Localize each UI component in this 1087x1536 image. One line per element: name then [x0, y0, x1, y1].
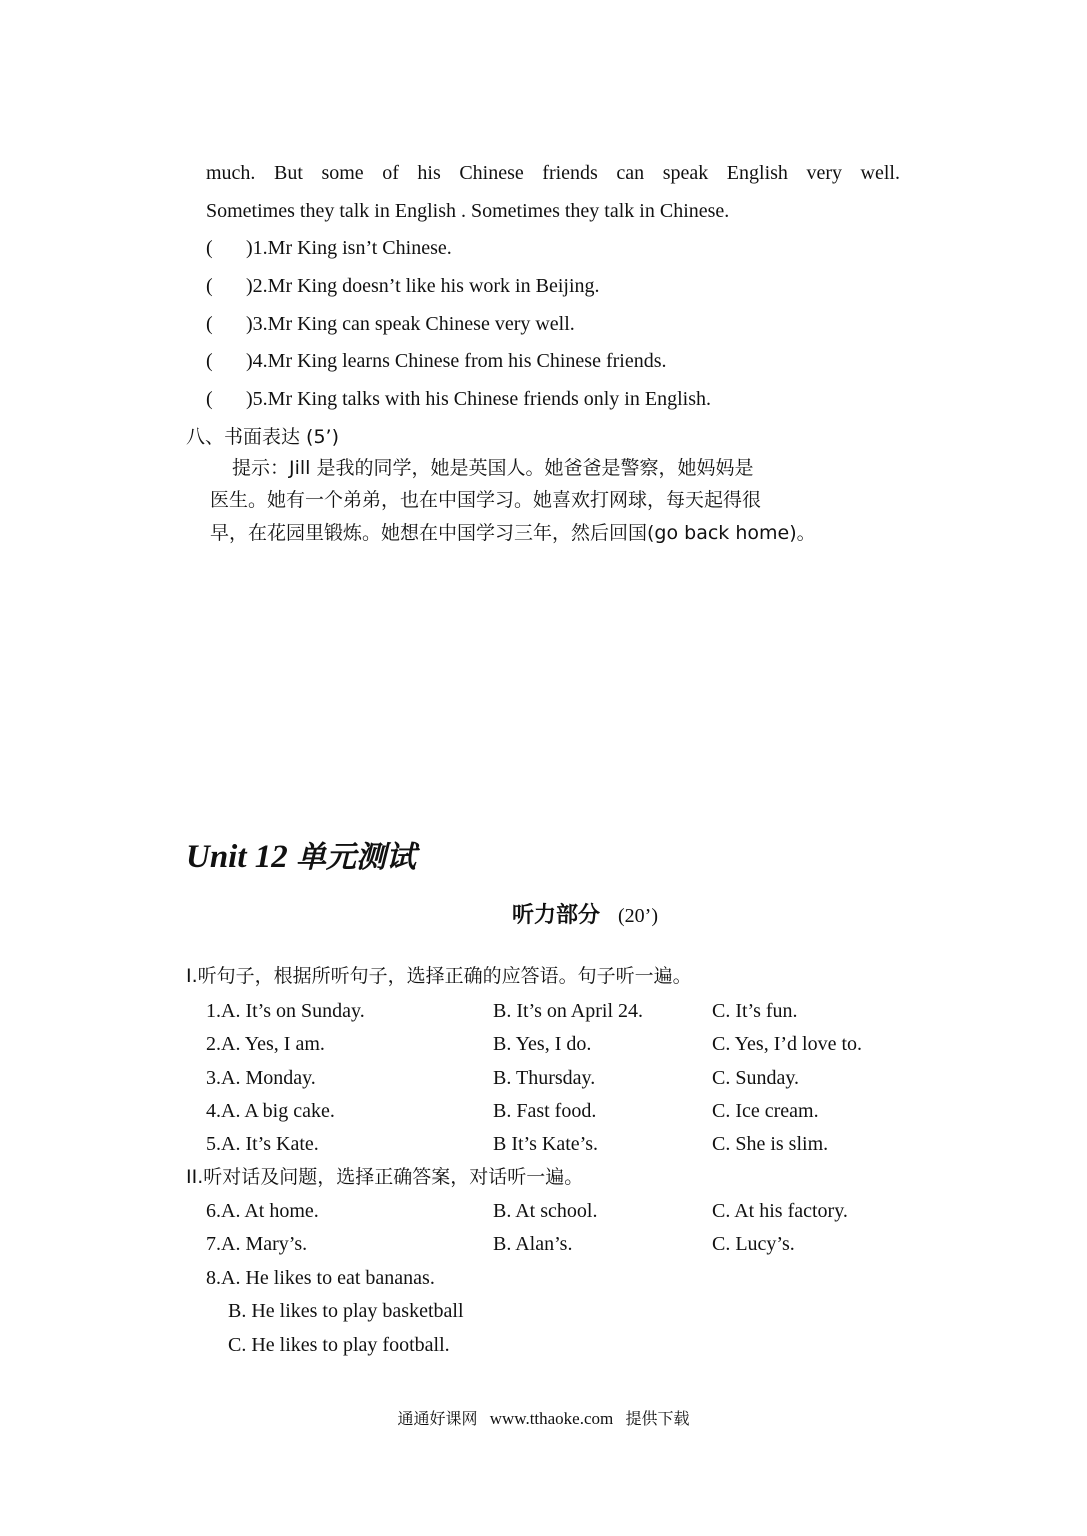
tf-item-2: ( )2.Mr King doesn’t like his work in Beijing. [206, 275, 600, 297]
q6-option-c: C. At his factory. [712, 1200, 848, 1222]
q3-option-b: B. Thursday. [493, 1067, 596, 1089]
footer-url: www.tthaoke.com [489, 1409, 614, 1428]
q8-option-c: C. He likes to play football. [228, 1334, 450, 1356]
q5-option-c: C. She is slim. [712, 1133, 829, 1155]
page-footer [0, 1407, 1087, 1431]
q7-option-c: C. Lucy’s. [712, 1233, 795, 1255]
footer-suffix: 提供下载 [625, 1409, 690, 1428]
tf-item-3: ( )3.Mr King can speak Chinese very well. [206, 313, 575, 335]
reading-line-1: much. But some of his Chinese friends can speak English very well. [206, 162, 900, 184]
part1-instruction: I.听句子，根据所听句子，选择正确的应答语。句子听一遍。 [186, 965, 692, 987]
q1-option-b: B. It’s on April 24. [493, 1000, 644, 1022]
part2-instruction: II.听对话及问题，选择正确答案，对话听一遍。 [186, 1166, 584, 1188]
q5-option-b: B It’s Kate’s. [493, 1133, 598, 1155]
q6-option-a: 6.A. At home. [206, 1200, 319, 1222]
writing-prompt-line-1: 提示：Jill 是我的同学，她是英国人。她爸爸是警察，她妈妈是 [232, 457, 754, 479]
q1-option-c: C. It’s fun. [712, 1000, 798, 1022]
q3-option-c: C. Sunday. [712, 1067, 800, 1089]
q4-option-a: 4.A. A big cake. [206, 1100, 335, 1122]
q3-option-a: 3.A. Monday. [206, 1067, 316, 1089]
q8-option-b: B. He likes to play basketball [228, 1300, 464, 1322]
q7-option-a: 7.A. Mary’s. [206, 1233, 308, 1255]
q2-option-a: 2.A. Yes, I am. [206, 1033, 325, 1055]
tf-item-4: ( )4.Mr King learns Chinese from his Chinese friends. [206, 350, 667, 372]
listening-heading [512, 900, 658, 931]
q2-option-b: B. Yes, I do. [493, 1033, 592, 1055]
q8-option-a: 8.A. He likes to eat bananas. [206, 1267, 435, 1289]
listening-points: (20’) [618, 905, 658, 927]
reading-line-2: Sometimes they talk in English . Sometimes they talk in Chinese. [206, 200, 730, 222]
q6-option-b: B. At school. [493, 1200, 598, 1222]
writing-heading: 八、书面表达 (5’) [186, 426, 339, 448]
q5-option-a: 5.A. It’s Kate. [206, 1133, 319, 1155]
unit-title-cn: 单元测试 [296, 840, 417, 875]
listening-title: 听力部分 [512, 903, 601, 928]
footer-site-name: 通通好课网 [397, 1409, 478, 1428]
tf-item-5: ( )5.Mr King talks with his Chinese friends only in English. [206, 388, 711, 410]
writing-prompt-line-2: 医生。她有一个弟弟，也在中国学习。她喜欢打网球，每天起得很 [210, 489, 762, 511]
unit-title [186, 835, 416, 880]
q4-option-c: C. Ice cream. [712, 1100, 819, 1122]
unit-title-en: Unit 12 [186, 839, 288, 875]
q4-option-b: B. Fast food. [493, 1100, 597, 1122]
q7-option-b: B. Alan’s. [493, 1233, 573, 1255]
tf-item-1: ( )1.Mr King isn’t Chinese. [206, 237, 452, 259]
q2-option-c: C. Yes, I’d love to. [712, 1033, 863, 1055]
writing-prompt-line-3: 早，在花园里锻炼。她想在中国学习三年，然后回国(go back home)。 [210, 522, 816, 544]
q1-option-a: 1.A. It’s on Sunday. [206, 1000, 365, 1022]
